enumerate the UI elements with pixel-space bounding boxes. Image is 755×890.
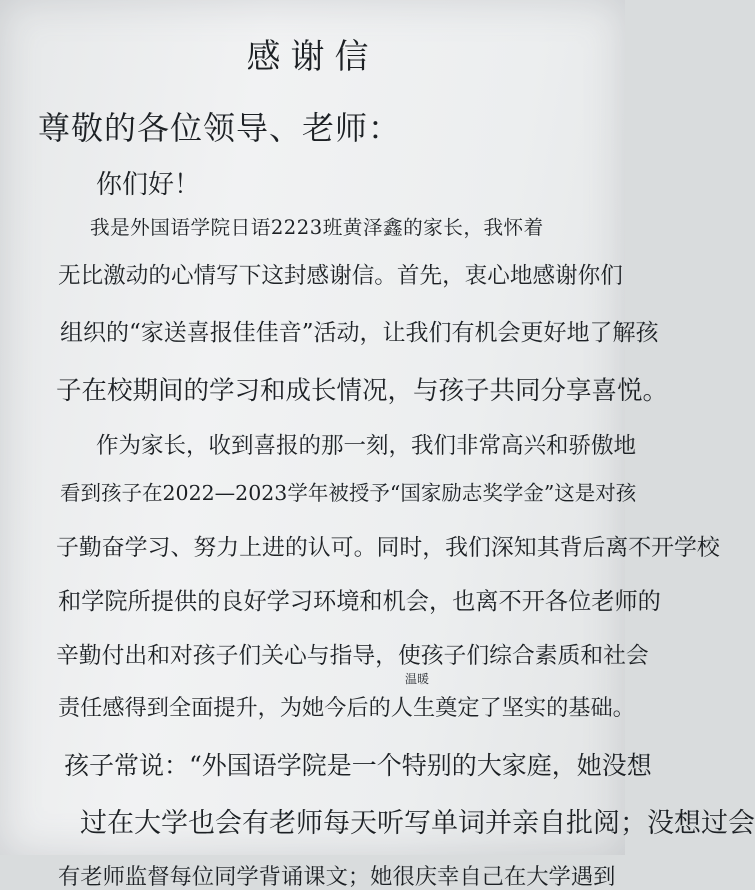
letter-hello: 你们好！ xyxy=(96,170,201,200)
letter-line: 责任感得到全面提升，为她今后的人生奠定了坚实的基础。 xyxy=(58,695,635,721)
letter-line: 作为家长，收到喜报的那一刻，我们非常高兴和骄傲地 xyxy=(96,433,637,459)
handwritten-insertion: 温暖 xyxy=(405,672,430,686)
letter-line: 辛勤付出和对孩子们关心与指导，使孩子们综合素质和社会 xyxy=(56,643,649,669)
letter-line: 孩子常说：“外国语学院是一个特别的大家庭，她没想 xyxy=(64,751,652,780)
letter-line: 子勤奋学习、努力上进的认可。同时，我们深知其背后离不开学校 xyxy=(56,535,720,561)
letter-line: 看到孩子在2022—2023学年被授予“国家励志奖学金”这是对孩 xyxy=(60,481,637,505)
letter-greeting: 尊敬的各位领导、老师： xyxy=(38,109,402,147)
letter-line: 组织的“家送喜报佳佳音”活动，让我们有机会更好地了解孩 xyxy=(60,320,659,346)
letter-title: 感谢信 xyxy=(246,37,379,77)
letter-line: 过在大学也会有老师每天听写单词并亲自批阅；没想过会 xyxy=(80,808,755,839)
letter-line: 和学院所提供的良好学习环境和机会，也离不开各位老师的 xyxy=(58,588,661,615)
letter-line: 无比激动的心情写下这封感谢信。首先，衷心地感谢你们 xyxy=(58,263,623,289)
letter-line: 有老师监督每位同学背诵课文；她很庆幸自己在大学遇到 xyxy=(58,864,616,890)
letter-line: 子在校期间的学习和成长情况，与孩子共同分享喜悦。 xyxy=(56,376,669,406)
letter-line: 我是外国语学院日语2223班黄泽鑫的家长，我怀着 xyxy=(90,216,544,239)
